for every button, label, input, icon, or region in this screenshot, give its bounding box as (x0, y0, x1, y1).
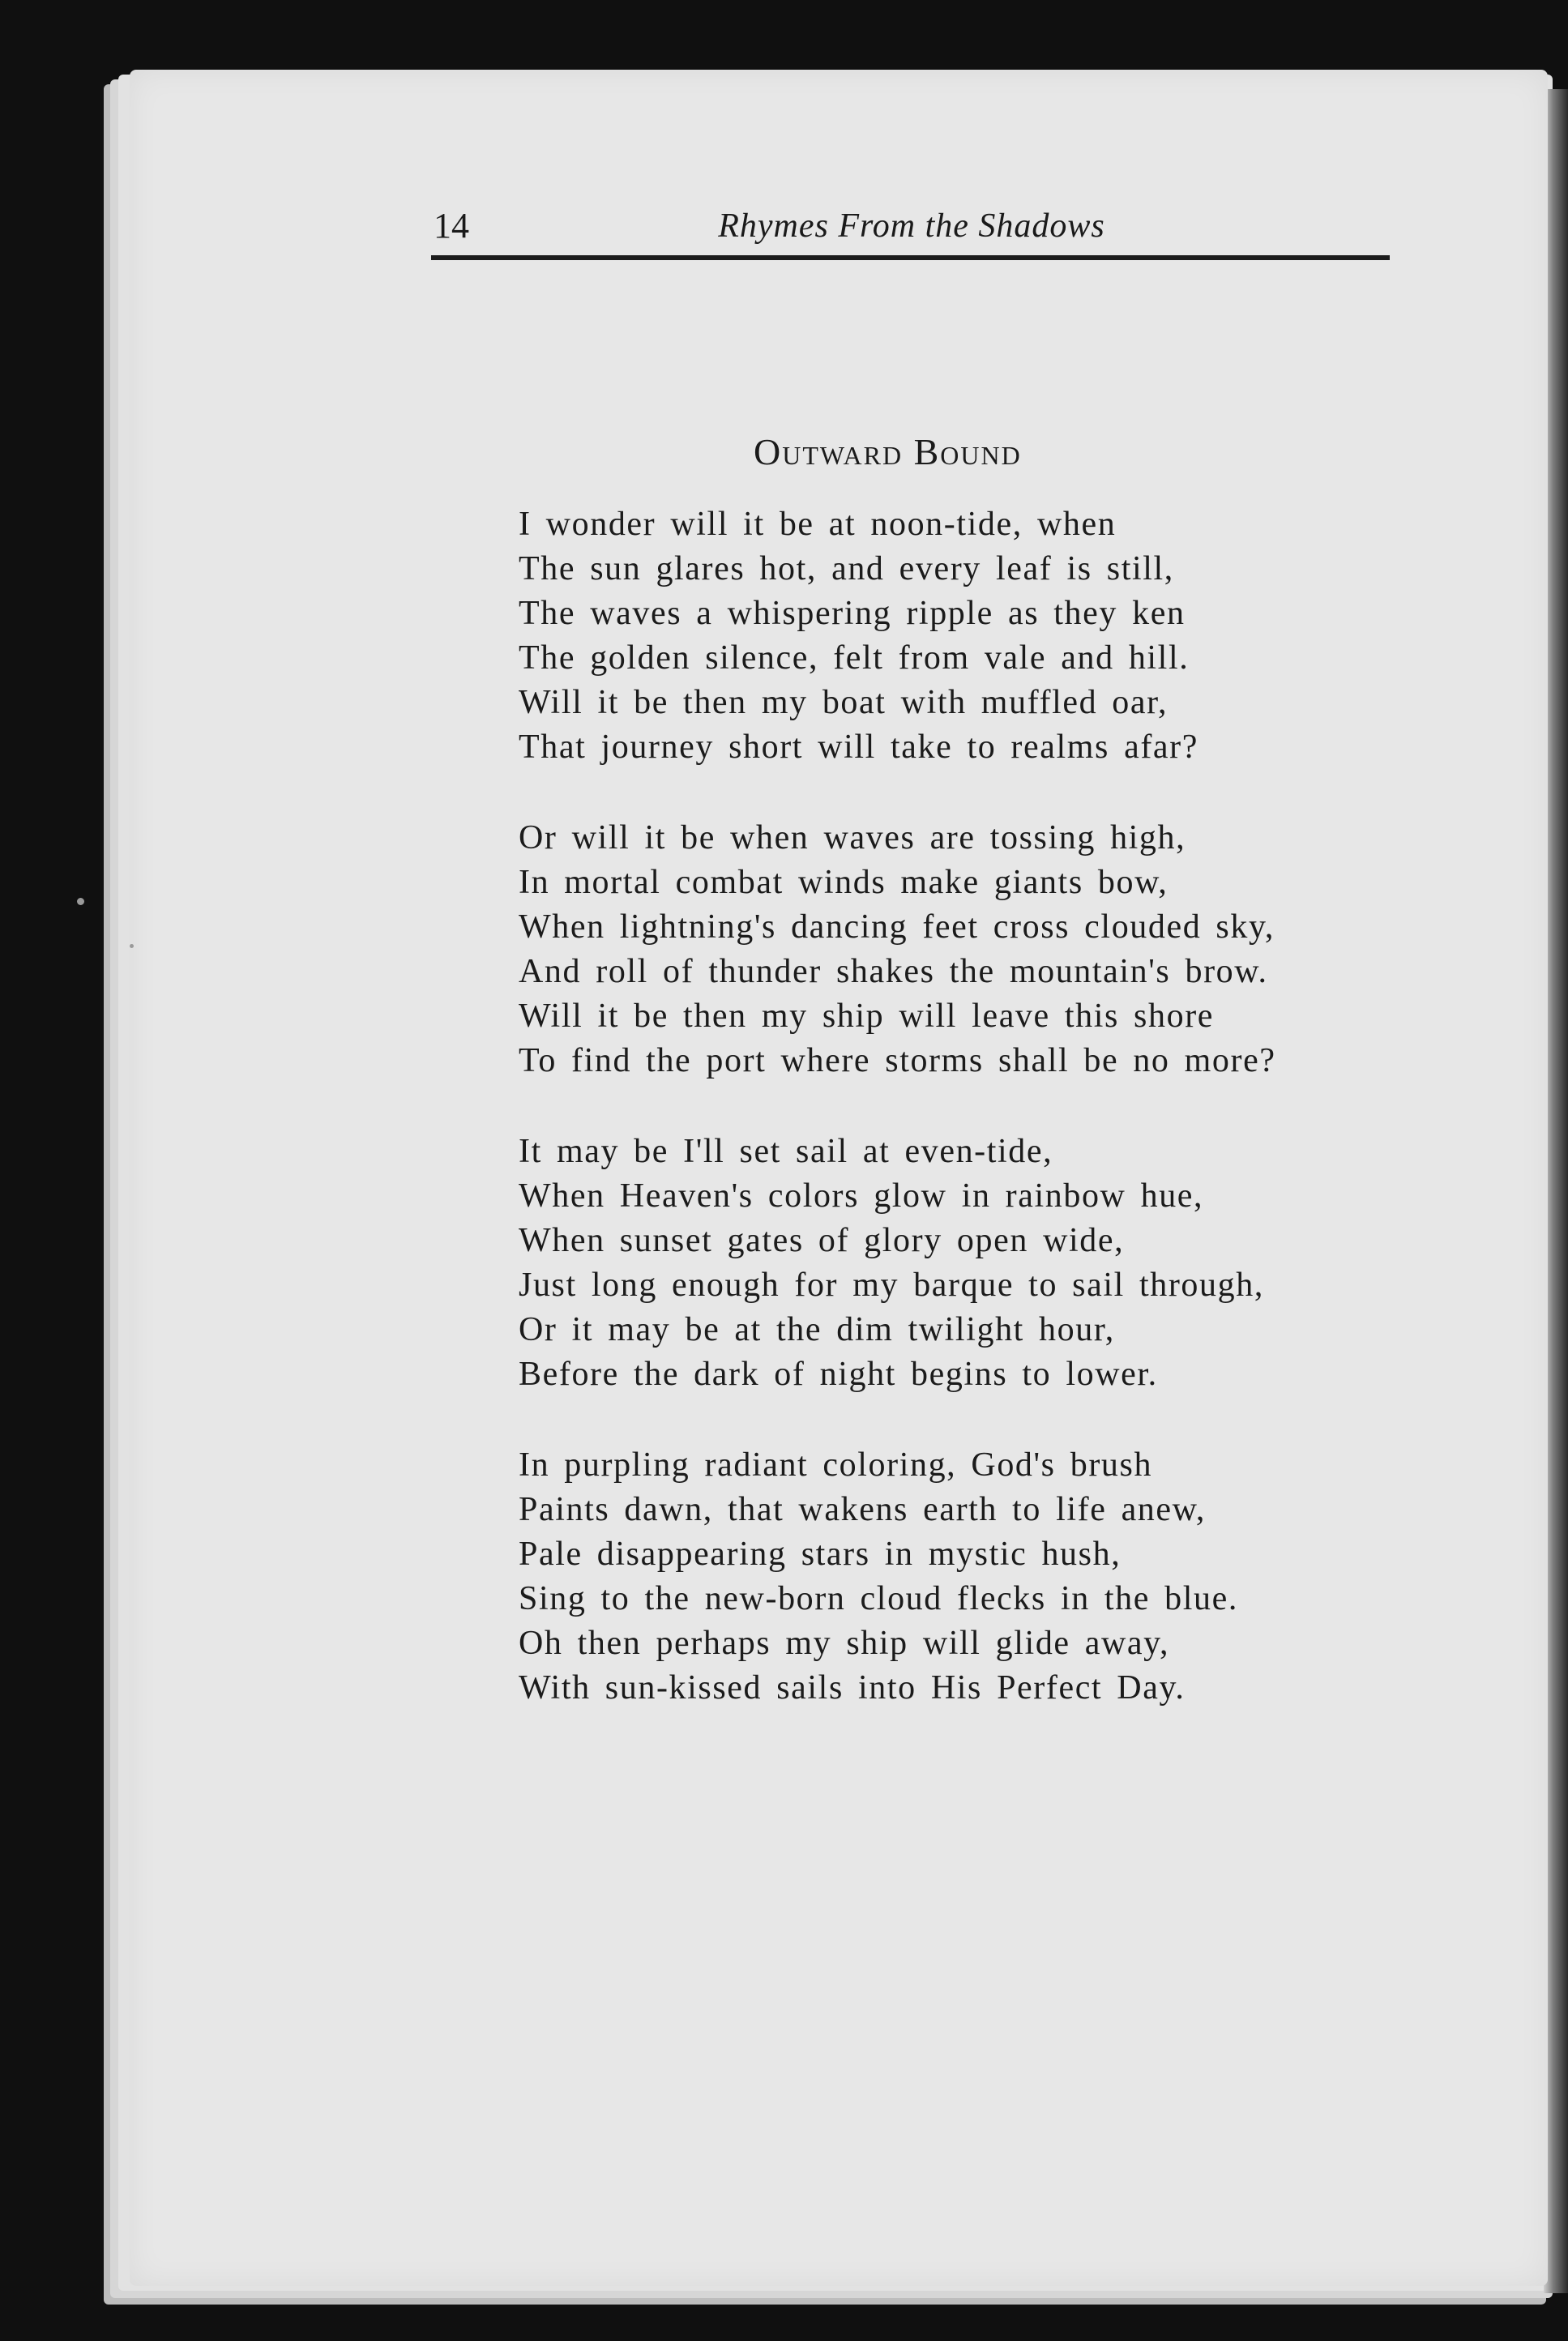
stanza (519, 1443, 1410, 1711)
poem-line: Oh then perhaps my ship will glide away, (519, 1625, 1170, 1662)
stanza (519, 1130, 1410, 1397)
poem-line: The sun glares hot, and every leaf is still, (519, 550, 1174, 587)
header-rule (431, 255, 1390, 260)
page-number: 14 (434, 206, 469, 246)
poem-line: Paints dawn, that wakens earth to life anew, (519, 1491, 1206, 1528)
poem-line: When sunset gates of glory open wide, (519, 1222, 1125, 1259)
poem-line: And roll of thunder shakes the mountain's brow. (519, 953, 1268, 990)
poem-line: Or it may be at the dim twilight hour, (519, 1311, 1115, 1348)
poem-line: Will it be then my ship will leave this shore (519, 997, 1215, 1035)
page-header (434, 201, 1390, 251)
poem-line: Just long enough for my barque to sail through, (519, 1267, 1264, 1304)
poem-line: When lightning's dancing feet cross clouded sky, (519, 908, 1275, 946)
poem-line: In purpling radiant coloring, God's brush (519, 1446, 1153, 1484)
poem-title: Outward Bound (754, 431, 1022, 472)
poem-line: When Heaven's colors glow in rainbow hue, (519, 1177, 1204, 1215)
stanza (519, 502, 1410, 770)
poem-line: I wonder will it be at noon-tide, when (519, 506, 1117, 543)
poem-line: Or will it be when waves are tossing high, (519, 819, 1186, 857)
poem-body (519, 502, 1410, 1757)
poem-line: The golden silence, felt from vale and hill. (519, 639, 1190, 677)
poem-line: Will it be then my boat with muffled oar, (519, 684, 1169, 721)
poem-line: Pale disappearing stars in mystic hush, (519, 1536, 1122, 1573)
poem-line: The waves a whispering ripple as they ken (519, 595, 1186, 632)
poem-line: Sing to the new-born cloud flecks in the blue. (519, 1580, 1238, 1617)
poem-line: With sun-kissed sails into His Perfect Day. (519, 1669, 1186, 1707)
scan-speck (77, 898, 84, 905)
stanza (519, 816, 1410, 1083)
poem-line: In mortal combat winds make giants bow, (519, 864, 1169, 901)
poem-line: It may be I'll set sail at even-tide, (519, 1133, 1053, 1170)
poem-line: That journey short will take to realms afar? (519, 728, 1198, 766)
running-title: Rhymes From the Shadows (718, 207, 1105, 245)
poem-line: To find the port where storms shall be no more? (519, 1042, 1276, 1079)
scan-speck (130, 944, 134, 948)
poem-line: Before the dark of night begins to lower. (519, 1356, 1158, 1393)
